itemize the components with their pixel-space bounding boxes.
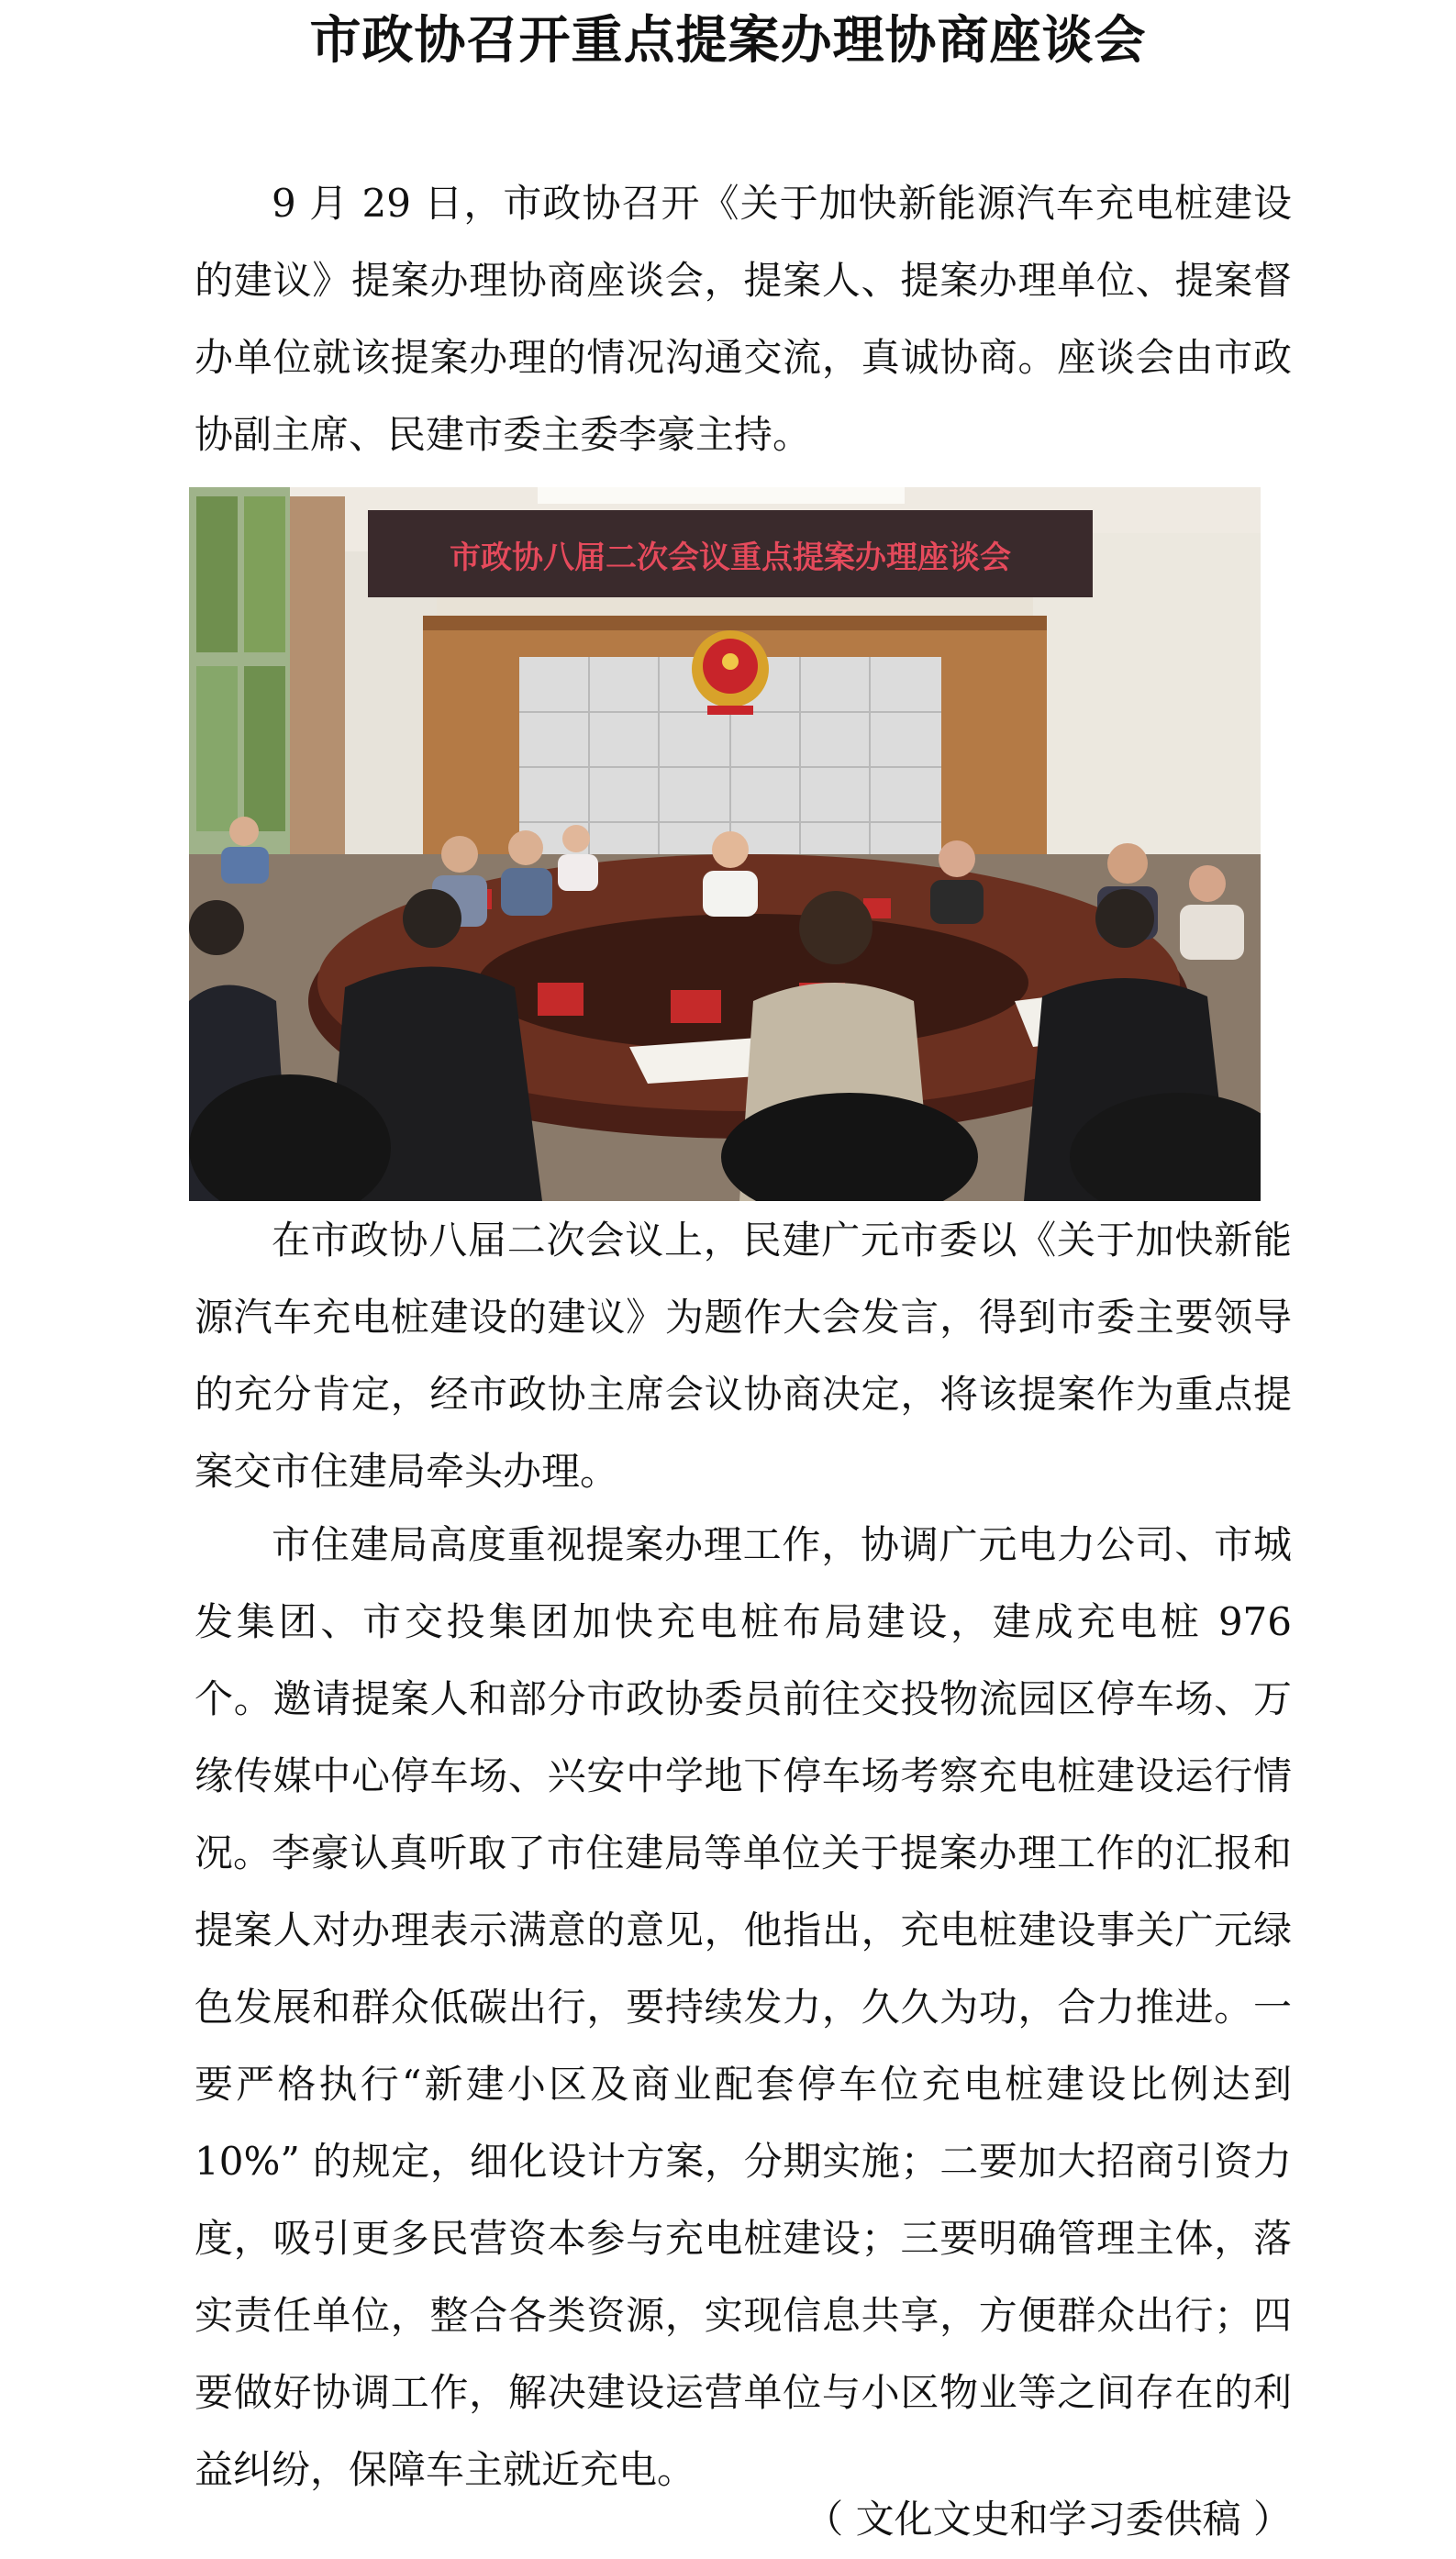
banner-text: 市政协八届二次会议重点提案办理座谈会: [450, 540, 1011, 576]
paragraph-4: 李豪认真听取了市住建局等单位关于提案办理工作的汇报和提案人对办理表示满意的意见，他指出，充电桩建设事关广元绿色发展和群众低碳出行，要持续发力，久久为功，合力推进。一要严格执行“新建小区及商业配套停车位充电桩建设比例达到 10%” 的规定，细化设计方案，分期实施；二要加大招商引资力度，吸引更多民营资本参与充电桩建设；三要明确管理主体，落实责任单位，整合各类资源，实现信息共享，方便群众出行；四要做好协调工作，解决建设运营单位与小区物业等之间存在的利益纠纷，保障车主就近充电。: [195, 1830, 1292, 2492]
article-title: 市政协召开重点提案办理协商座谈会: [309, 11, 1147, 71]
paragraph-3: 市住建局高度重视提案办理工作，协调广元电力公司、市城发集团、市交投集团加快充电桩布局建设，建成充电桩 976 个。邀请提案人和部分市政协委员前往交投物流园区停车场、万缘传媒中心停车场、兴安中学地下停车场考察充电桩建设运行情况。: [195, 1522, 1292, 1875]
paragraph-1: 9 月 29 日，市政协召开《关于加快新能源汽车充电桩建设的建议》提案办理协商座谈会，提案人、提案办理单位、提案督办单位就该提案办理的情况沟通交流，真诚协商。座谈会由市政协副主席、民建市委主委李豪主持。: [195, 181, 1292, 457]
article-credit: （ 文化文史和学习委供稿 ）: [805, 2497, 1292, 2542]
paragraph-2: 在市政协八届二次会议上，民建广元市委以《关于加快新能源汽车充电桩建设的建议》为题作大会发言，得到市委主要领导的充分肯定，经市政协主席会议协商决定，将该提案作为重点提案交市住建局牵头办理。: [195, 1218, 1292, 1494]
meeting-photo: [189, 487, 1261, 1201]
